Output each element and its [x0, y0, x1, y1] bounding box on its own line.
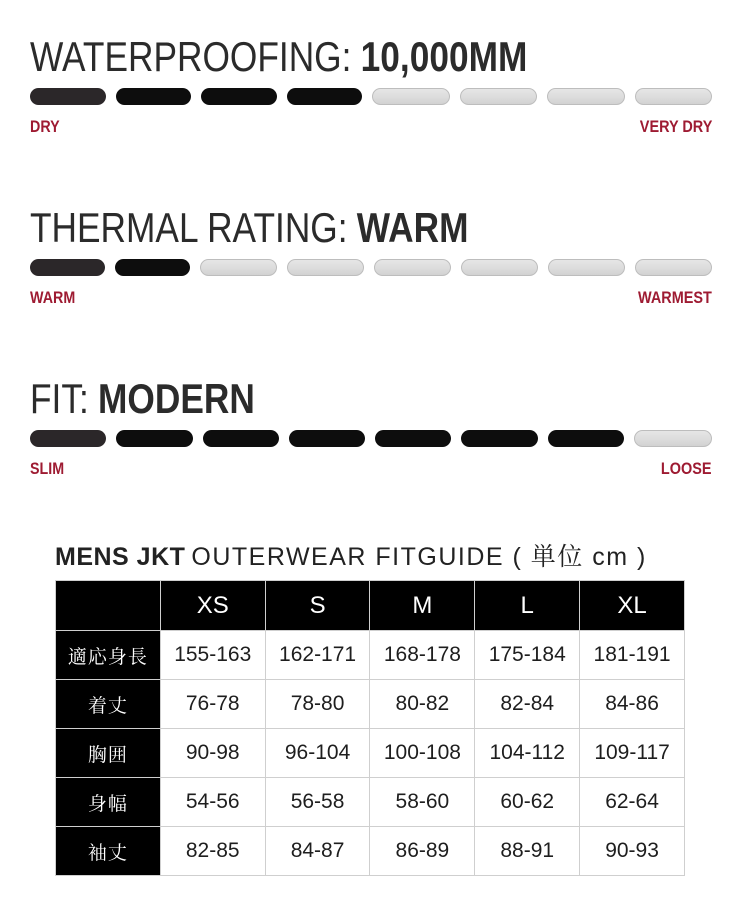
size-column-header: M	[370, 581, 475, 631]
fit-heading	[30, 375, 712, 422]
rating-section-fit	[30, 375, 712, 478]
fit-rating-bar	[30, 430, 712, 447]
rating-pill-empty	[635, 88, 713, 105]
rating-pill-filled	[289, 430, 365, 447]
fitguide-row	[56, 778, 685, 827]
rating-pill-empty	[200, 259, 277, 276]
scale-min-label: SLIM	[30, 459, 65, 478]
fitguide-title	[55, 543, 712, 571]
waterproofing-value: 10,000MM	[360, 33, 528, 80]
size-value-cell: 90-93	[580, 827, 685, 876]
waterproofing-heading	[30, 33, 712, 80]
size-value-cell: 86-89	[370, 827, 475, 876]
rating-pill-filled	[461, 430, 537, 447]
fit-label: FIT:	[30, 375, 89, 422]
fitguide-table	[55, 580, 685, 876]
thermal-value: WARM	[356, 204, 469, 251]
rating-pill-filled	[30, 259, 105, 276]
size-value-cell: 84-87	[265, 827, 370, 876]
size-value-cell: 168-178	[370, 631, 475, 680]
waterproofing-label: WATERPROOFING:	[30, 33, 352, 80]
size-value-cell: 82-84	[475, 680, 580, 729]
product-spec-page	[0, 33, 740, 876]
rating-pill-filled	[30, 430, 106, 447]
size-value-cell: 104-112	[475, 729, 580, 778]
size-value-cell: 54-56	[160, 778, 265, 827]
fitguide-header-row	[56, 581, 685, 631]
fitguide-corner-cell	[56, 581, 161, 631]
size-value-cell: 155-163	[160, 631, 265, 680]
size-column-header: S	[265, 581, 370, 631]
fitguide-section	[55, 543, 712, 876]
size-column-header: XL	[580, 581, 685, 631]
thermal-rating-bar	[30, 259, 712, 276]
measurement-label: 身幅	[56, 778, 161, 827]
fitguide-title-product: MENS JKT	[55, 543, 186, 571]
size-value-cell: 175-184	[475, 631, 580, 680]
rating-section-waterproofing	[30, 33, 712, 136]
rating-pill-filled	[30, 88, 106, 105]
size-value-cell: 100-108	[370, 729, 475, 778]
thermal-heading	[30, 204, 712, 251]
rating-pill-empty	[547, 88, 625, 105]
size-value-cell: 80-82	[370, 680, 475, 729]
waterproofing-rating-bar	[30, 88, 712, 105]
rating-pill-filled	[115, 259, 190, 276]
measurement-label: 適応身長	[56, 631, 161, 680]
rating-pill-empty	[634, 430, 712, 447]
thermal-scale	[30, 289, 712, 306]
rating-pill-filled	[201, 88, 277, 105]
fit-scale	[30, 460, 712, 477]
fit-value: MODERN	[98, 375, 255, 422]
rating-pill-empty	[635, 259, 712, 276]
size-column-header: L	[475, 581, 580, 631]
size-value-cell: 181-191	[580, 631, 685, 680]
rating-pill-filled	[116, 88, 192, 105]
size-value-cell: 78-80	[265, 680, 370, 729]
measurement-label: 袖丈	[56, 827, 161, 876]
rating-pill-empty	[548, 259, 625, 276]
scale-max-label: LOOSE	[661, 459, 712, 478]
rating-pill-empty	[287, 259, 364, 276]
fitguide-row	[56, 631, 685, 680]
scale-min-label: WARM	[30, 288, 76, 307]
fitguide-row	[56, 729, 685, 778]
size-value-cell: 58-60	[370, 778, 475, 827]
size-value-cell: 62-64	[580, 778, 685, 827]
thermal-label: THERMAL RATING:	[30, 204, 348, 251]
rating-pill-filled	[203, 430, 279, 447]
fitguide-row	[56, 827, 685, 876]
rating-pill-filled	[116, 430, 192, 447]
scale-max-label: WARMEST	[638, 288, 712, 307]
rating-pill-filled	[287, 88, 363, 105]
rating-section-thermal	[30, 204, 712, 307]
size-value-cell: 90-98	[160, 729, 265, 778]
scale-max-label: VERY DRY	[639, 117, 712, 136]
fitguide-title-rest: OUTERWEAR FITGUIDE ( 単位 cm )	[191, 543, 647, 571]
measurement-label: 着丈	[56, 680, 161, 729]
rating-pill-empty	[374, 259, 451, 276]
rating-pill-filled	[375, 430, 451, 447]
rating-pill-filled	[548, 430, 624, 447]
waterproofing-scale	[30, 118, 712, 135]
rating-pill-empty	[460, 88, 538, 105]
rating-pill-empty	[372, 88, 450, 105]
size-value-cell: 88-91	[475, 827, 580, 876]
size-value-cell: 82-85	[160, 827, 265, 876]
scale-min-label: DRY	[30, 117, 60, 136]
size-value-cell: 162-171	[265, 631, 370, 680]
size-column-header: XS	[160, 581, 265, 631]
size-value-cell: 84-86	[580, 680, 685, 729]
size-value-cell: 76-78	[160, 680, 265, 729]
measurement-label: 胸囲	[56, 729, 161, 778]
size-value-cell: 56-58	[265, 778, 370, 827]
rating-pill-empty	[461, 259, 538, 276]
size-value-cell: 60-62	[475, 778, 580, 827]
fitguide-body	[56, 631, 685, 876]
size-value-cell: 96-104	[265, 729, 370, 778]
fitguide-row	[56, 680, 685, 729]
size-value-cell: 109-117	[580, 729, 685, 778]
